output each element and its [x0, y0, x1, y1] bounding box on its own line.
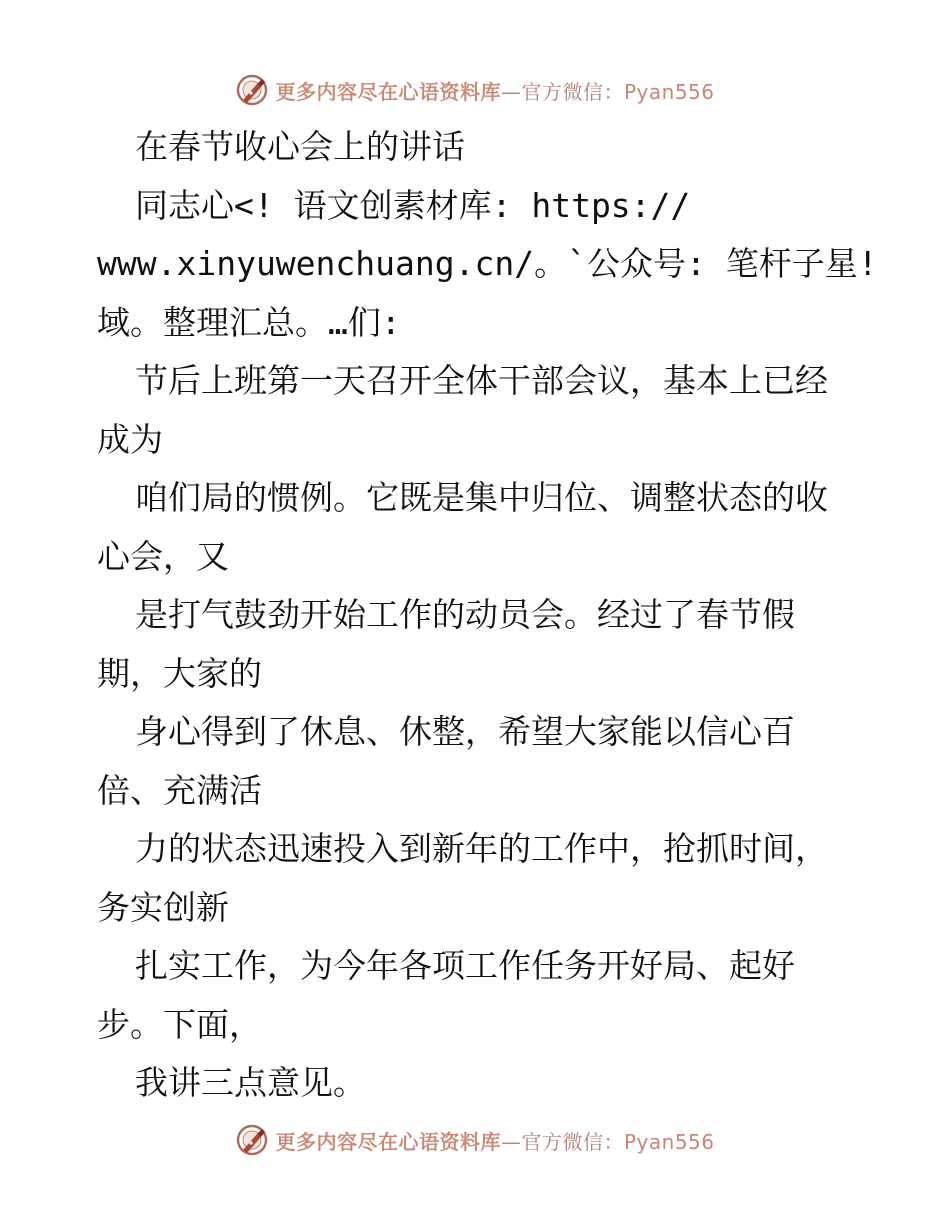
- body-line: 倍、充满活: [97, 770, 262, 810]
- header-wechat-account: Pyan556: [623, 79, 715, 104]
- body-line: 心会，又: [97, 536, 229, 576]
- footer-wechat-label: 官方微信：: [521, 1129, 624, 1154]
- header-wechat-label: 官方微信：: [521, 79, 624, 104]
- document-title: 在春节收心会上的讲话: [135, 127, 465, 166]
- footer-separator: —: [500, 1129, 522, 1154]
- body-line: www.xinyuwenchuang.cn/。`公众号: 笔杆子星!: [97, 244, 878, 283]
- header-separator: —: [500, 79, 522, 104]
- header-banner-text: [275, 76, 714, 105]
- body-line: 期，大家的: [97, 653, 262, 693]
- body-line: 我讲三点意见。: [135, 1063, 366, 1102]
- body-line: 节后上班第一天召开全体干部会议，基本上已经: [135, 361, 828, 400]
- footer-wechat-account: Pyan556: [623, 1129, 715, 1154]
- document-body: [97, 118, 878, 1113]
- body-line: 成为: [97, 419, 163, 459]
- body-line: 同志心<! 语文创素材库: https://: [135, 185, 691, 225]
- footer-banner-text: [275, 1126, 714, 1155]
- body-line: 力的状态迅速投入到新年的工作中，抢抓时间，: [135, 829, 828, 868]
- header-banner: [0, 70, 950, 110]
- footer-banner: [0, 1120, 950, 1160]
- body-line: 身心得到了休息、休整，希望大家能以信心百: [135, 712, 795, 751]
- pen-logo-icon: [235, 1123, 269, 1157]
- body-line: 域。整理汇总。…们:: [97, 302, 401, 342]
- body-line: 扎实工作，为今年各项工作任务开好局、起好: [135, 946, 795, 985]
- body-line: 步。下面，: [97, 1004, 262, 1044]
- header-site-name: 更多内容尽在心语资料库: [275, 79, 501, 104]
- footer-site-name: 更多内容尽在心语资料库: [275, 1129, 501, 1154]
- body-line: 咱们局的惯例。它既是集中归位、调整状态的收: [135, 478, 828, 517]
- body-line: 务实创新: [97, 887, 229, 927]
- pen-logo-icon: [235, 73, 269, 107]
- body-line: 是打气鼓劲开始工作的动员会。经过了春节假: [135, 595, 795, 634]
